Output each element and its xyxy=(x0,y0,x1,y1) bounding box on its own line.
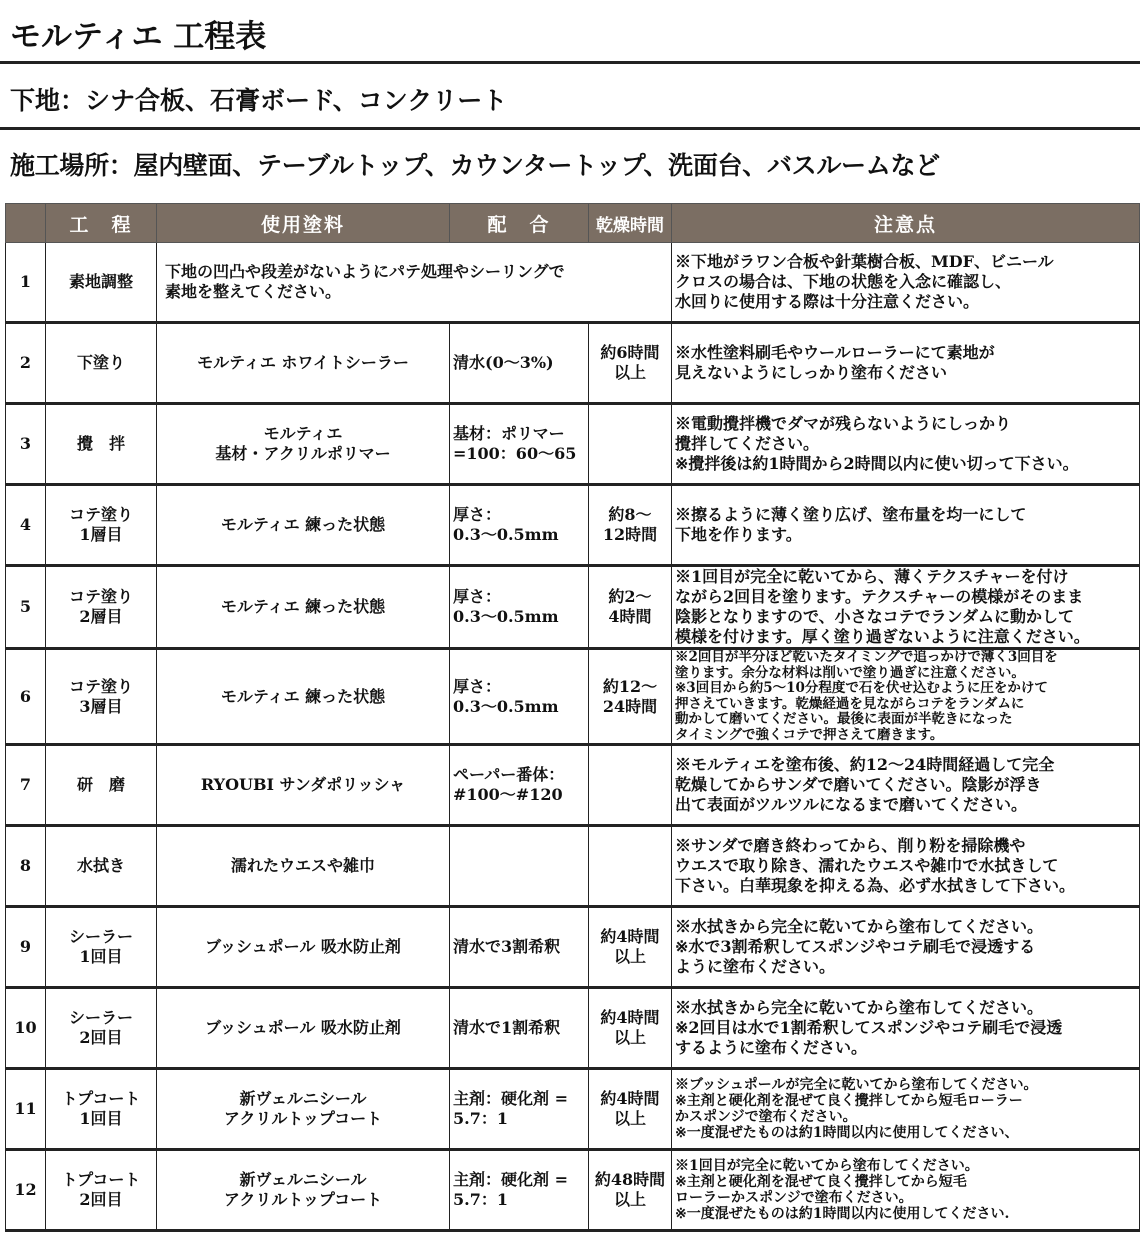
step-name: シーラー 1回目 xyxy=(46,907,157,988)
page-title: モルティエ 工程表 xyxy=(0,10,1140,64)
mix-cell: 清水で3割希釈 xyxy=(450,907,589,988)
note-cell: ※擦るように薄く塗り広げ、塗布量を均一にして 下地を作ります。 xyxy=(672,485,1140,566)
dry-time-cell: 約8〜 12時間 xyxy=(589,485,672,566)
step-name: 下塗り xyxy=(46,323,157,404)
step-name: コテ塗り 2層目 xyxy=(46,566,157,649)
step-number: 4 xyxy=(6,485,46,566)
step-number: 5 xyxy=(6,566,46,649)
material-cell: ブッシュポール 吸水防止剤 xyxy=(157,988,450,1069)
step-name: コテ塗り 3層目 xyxy=(46,649,157,745)
step-number: 6 xyxy=(6,649,46,745)
step-number: 2 xyxy=(6,323,46,404)
material-cell: RYOUBI サンダポリッシャ xyxy=(157,745,450,826)
material-cell: モルティエ ホワイトシーラー xyxy=(157,323,450,404)
note-cell: ※サンダで磨き終わってから、削り粉を掃除機や ウエスで取り除き、濡れたウエスや雑巾で水拭きして 下さい。白華現象を抑える為、必ず水拭きして下さい。 xyxy=(672,826,1140,907)
table-row xyxy=(6,566,1140,649)
mix-cell: 厚さ： 0.3〜0.5mm xyxy=(450,485,589,566)
header-mix: 配 合 xyxy=(450,204,589,243)
mix-cell: ペーパー番体： #100〜#120 xyxy=(450,745,589,826)
step-number: 3 xyxy=(6,404,46,485)
dry-time-cell: 約4時間 以上 xyxy=(589,907,672,988)
dry-time-cell: 約6時間 以上 xyxy=(589,323,672,404)
material-cell: 下地の凹凸や段差がないようにパテ処理やシーリングで 素地を整えてください。 xyxy=(157,243,672,323)
note-cell: ※1回目が完全に乾いてから、薄くテクスチャーを付け ながら2回目を塗ります。テクスチャーの模様がそのまま 陰影となりますので、小さなコテでランダムに動かして 模様を付けます。厚く塗り過ぎないように注意ください。 xyxy=(672,566,1140,649)
table-row xyxy=(6,323,1140,404)
dry-time-cell xyxy=(589,826,672,907)
dry-time-cell: 約48時間 以上 xyxy=(589,1150,672,1231)
note-cell: ※ブッシュポールが完全に乾いてから塗布してください。 ※主剤と硬化剤を混ぜて良く攪拌してから短毛ローラー かスポンジで塗布ください。 ※一度混ぜたものは約1時間以内に使用してください、 xyxy=(672,1069,1140,1150)
mix-cell: 厚さ： 0.3〜0.5mm xyxy=(450,566,589,649)
mix-cell: 厚さ： 0.3〜0.5mm xyxy=(450,649,589,745)
step-number: 11 xyxy=(6,1069,46,1150)
step-name: 研 磨 xyxy=(46,745,157,826)
dry-time-cell: 約4時間 以上 xyxy=(589,1069,672,1150)
header-number xyxy=(6,204,46,243)
step-number: 9 xyxy=(6,907,46,988)
header-note: 注意点 xyxy=(672,204,1140,243)
dry-time-cell xyxy=(589,745,672,826)
table-row xyxy=(6,1069,1140,1150)
material-cell: 新ヴェルニシール アクリルトップコート xyxy=(157,1150,450,1231)
step-number: 10 xyxy=(6,988,46,1069)
mix-cell: 清水で1割希釈 xyxy=(450,988,589,1069)
table-header-row xyxy=(6,204,1140,243)
mix-cell: 主剤：硬化剤 = 5.7：1 xyxy=(450,1069,589,1150)
step-name: トプコート 2回目 xyxy=(46,1150,157,1231)
table-row xyxy=(6,649,1140,745)
table-row xyxy=(6,988,1140,1069)
note-cell: ※2回目が半分ほど乾いたタイミングで追っかけで薄く3回目を 塗ります。余分な材料は削いで塗り過ぎに注意ください。 ※3回目から約5〜10分程度で石を伏せ込むように圧をかけて 押さえていきます。乾燥経過を見ながらコテをランダムに 動かして磨いてください。最後に表面が半乾きになった タイミングで強くコテで押さえて磨きます。 xyxy=(672,649,1140,745)
material-cell: モルティエ 基材・アクリルポリマー xyxy=(157,404,450,485)
step-name: コテ塗り 1層目 xyxy=(46,485,157,566)
table-row xyxy=(6,1150,1140,1231)
material-cell: モルティエ 練った状態 xyxy=(157,649,450,745)
step-name: シーラー 2回目 xyxy=(46,988,157,1069)
table-row xyxy=(6,907,1140,988)
dry-time-cell: 約12〜 24時間 xyxy=(589,649,672,745)
table-row xyxy=(6,745,1140,826)
mix-cell: 基材：ポリマー =100：60〜65 xyxy=(450,404,589,485)
material-cell: 新ヴェルニシール アクリルトップコート xyxy=(157,1069,450,1150)
step-name: 素地調整 xyxy=(46,243,157,323)
table-body xyxy=(6,243,1140,1231)
process-table xyxy=(5,203,1140,1232)
mix-cell: 主剤：硬化剤 = 5.7：1 xyxy=(450,1150,589,1231)
header-dry-time: 乾燥時間 xyxy=(589,204,672,243)
mix-cell: 清水(0〜3%) xyxy=(450,323,589,404)
substrate-heading: 下地：シナ合板、石膏ボード、コンクリート xyxy=(0,72,1140,130)
note-cell: ※電動攪拌機でダマが残らないようにしっかり 攪拌してください。 ※攪拌後は約1時間から2時間以内に使い切って下さい。 xyxy=(672,404,1140,485)
mix-cell xyxy=(450,826,589,907)
step-name: 水拭き xyxy=(46,826,157,907)
step-number: 1 xyxy=(6,243,46,323)
material-cell: 濡れたウエスや雑巾 xyxy=(157,826,450,907)
table-row xyxy=(6,404,1140,485)
table-row xyxy=(6,243,1140,323)
location-heading: 施工場所：屋内壁面、テーブルトップ、カウンタートップ、洗面台、バスルームなど xyxy=(10,151,940,180)
step-name: 攪 拌 xyxy=(46,404,157,485)
step-name: トプコート 1回目 xyxy=(46,1069,157,1150)
dry-time-cell: 約2〜 4時間 xyxy=(589,566,672,649)
material-cell: モルティエ 練った状態 xyxy=(157,485,450,566)
material-cell: ブッシュポール 吸水防止剤 xyxy=(157,907,450,988)
dry-time-cell: 約4時間 以上 xyxy=(589,988,672,1069)
note-cell: ※1回目が完全に乾いてから塗布してください。 ※主剤と硬化剤を混ぜて良く攪拌してから短毛 ローラーかスポンジで塗布ください。 ※一度混ぜたものは約1時間以内に使用してください. xyxy=(672,1150,1140,1231)
step-number: 7 xyxy=(6,745,46,826)
note-cell: ※モルティエを塗布後、約12〜24時間経過して完全 乾燥してからサンダで磨いてください。陰影が浮き 出て表面がツルツルになるまで磨いてください。 xyxy=(672,745,1140,826)
note-cell: ※水性塗料刷毛やウールローラーにて素地が 見えないようにしっかり塗布ください xyxy=(672,323,1140,404)
table-row xyxy=(6,826,1140,907)
step-number: 8 xyxy=(6,826,46,907)
step-number: 12 xyxy=(6,1150,46,1231)
note-cell: ※水拭きから完全に乾いてから塗布してください。 ※水で3割希釈してスポンジやコテ刷毛で浸透する ように塗布ください。 xyxy=(672,907,1140,988)
dry-time-cell xyxy=(589,404,672,485)
header-material: 使用塗料 xyxy=(157,204,450,243)
note-cell: ※水拭きから完全に乾いてから塗布してください。 ※2回目は水で1割希釈してスポンジやコテ刷毛で浸透 するように塗布ください。 xyxy=(672,988,1140,1069)
material-cell: モルティエ 練った状態 xyxy=(157,566,450,649)
table-row xyxy=(6,485,1140,566)
header-step: 工 程 xyxy=(46,204,157,243)
note-cell: ※下地がラワン合板や針葉樹合板、MDF、ビニール クロスの場合は、下地の状態を入念に確認し、 水回りに使用する際は十分注意ください。 xyxy=(672,243,1140,323)
